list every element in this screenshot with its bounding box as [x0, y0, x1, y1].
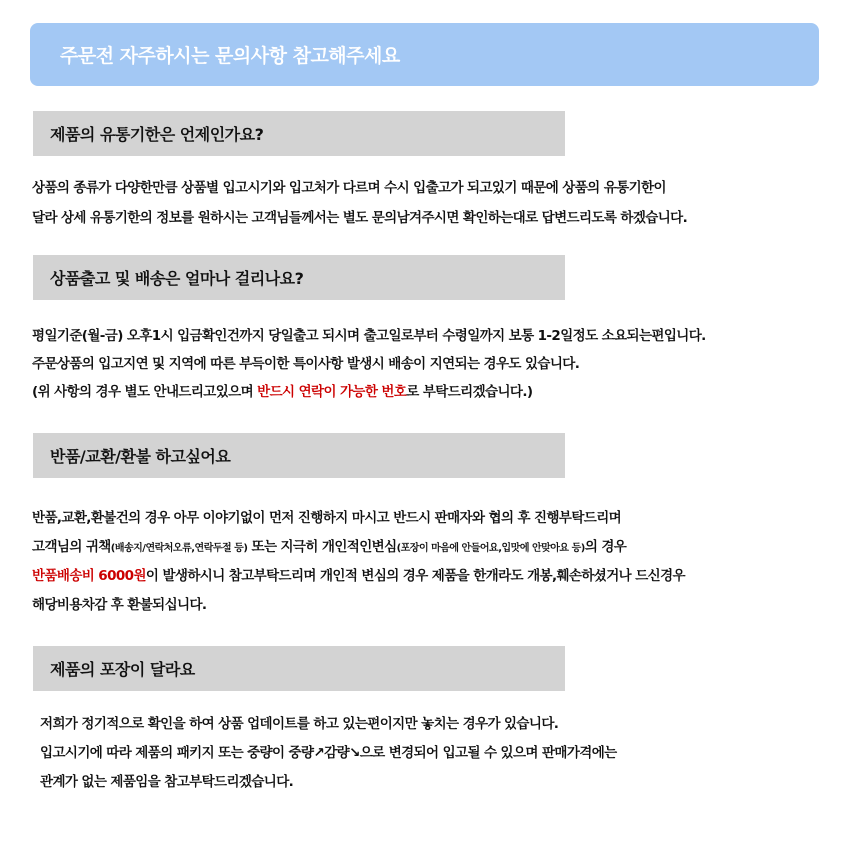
- body-line: 저희가 정기적으로 확인을 하여 상품 업데이트를 하고 있는편이지만 놓치는 경우가 있습니다.: [40, 716, 559, 732]
- body-line: 관계가 없는 제품임을 참고부탁드리겠습니다.: [40, 774, 294, 790]
- body-line: 입고시기에 따라 제품의 패키지 또는 중량이 중량↗감량↘으로 변경되어 입고될 수 있으며 판매가격에는: [40, 745, 617, 761]
- faq-banner: [30, 23, 819, 86]
- section-heading-shipping: [33, 255, 565, 300]
- section-heading-text: 반품/교환/환불 하고싶어요: [50, 447, 231, 466]
- body-line: 평일기준(월-금) 오후1시 입금확인건까지 당일출고 되시며 출고일로부터 수령일까지 보통 1-2일정도 소요되는편입니다.: [32, 328, 706, 344]
- text-segment: 의 경우: [584, 539, 627, 555]
- text-segment: 고객님의 귀책: [32, 539, 111, 555]
- section-heading-returns: [33, 433, 565, 478]
- highlight-text: 반품배송비 6000원: [32, 568, 146, 584]
- text-segment: (위 사항의 경우 별도 안내드리고있으며: [32, 384, 258, 400]
- text-segment: 로 부탁드리겠습니다.): [406, 384, 533, 400]
- body-line-with-highlight: [32, 570, 685, 584]
- body-line: 상품의 종류가 다양한만큼 상품별 입고시기와 입고처가 다르며 수시 입출고가 되고있기 때문에 상품의 유통기한이: [32, 180, 666, 196]
- highlight-text: 반드시 연락이 가능한 번호: [257, 384, 407, 400]
- text-segment: 이 발생하시니 참고부탁드리며 개인적 변심의 경우 제품을 한개라도 개봉,훼손하셨거나 드신경우: [145, 568, 685, 584]
- section-heading-text: 제품의 포장이 달라요: [50, 660, 195, 679]
- section-heading-expiry: [33, 111, 565, 156]
- small-note: (포장이 마음에 안들어요,입맛에 안맞아요 등): [396, 543, 585, 554]
- banner-title: 주문전 자주하시는 문의사항 참고해주세요: [60, 45, 400, 67]
- section-heading-text: 상품출고 및 배송은 얼마나 걸리나요?: [50, 269, 304, 288]
- body-line-with-highlight: [32, 386, 532, 400]
- body-line: 해당비용차감 후 환불되십니다.: [32, 597, 207, 613]
- body-line: 반품,교환,환불건의 경우 아무 이야기없이 먼저 진행하지 마시고 반드시 판매자와 협의 후 진행부탁드리며: [32, 510, 622, 526]
- small-note: (배송지/연락처오류,연락두절 등): [110, 543, 248, 554]
- body-line: 달라 상세 유통기한의 정보를 원하시는 고객님들께서는 별도 문의남겨주시면 확인하는대로 답변드리도록 하겠습니다.: [32, 210, 688, 226]
- text-segment: 또는 지극히 개인적인변심: [247, 539, 397, 555]
- section-heading-text: 제품의 유통기한은 언제인가요?: [50, 125, 264, 144]
- section-heading-packaging: [33, 646, 565, 691]
- body-line-with-notes: [32, 541, 626, 555]
- body-line: 주문상품의 입고지연 및 지역에 따른 부득이한 특이사항 발생시 배송이 지연되는 경우도 있습니다.: [32, 356, 580, 372]
